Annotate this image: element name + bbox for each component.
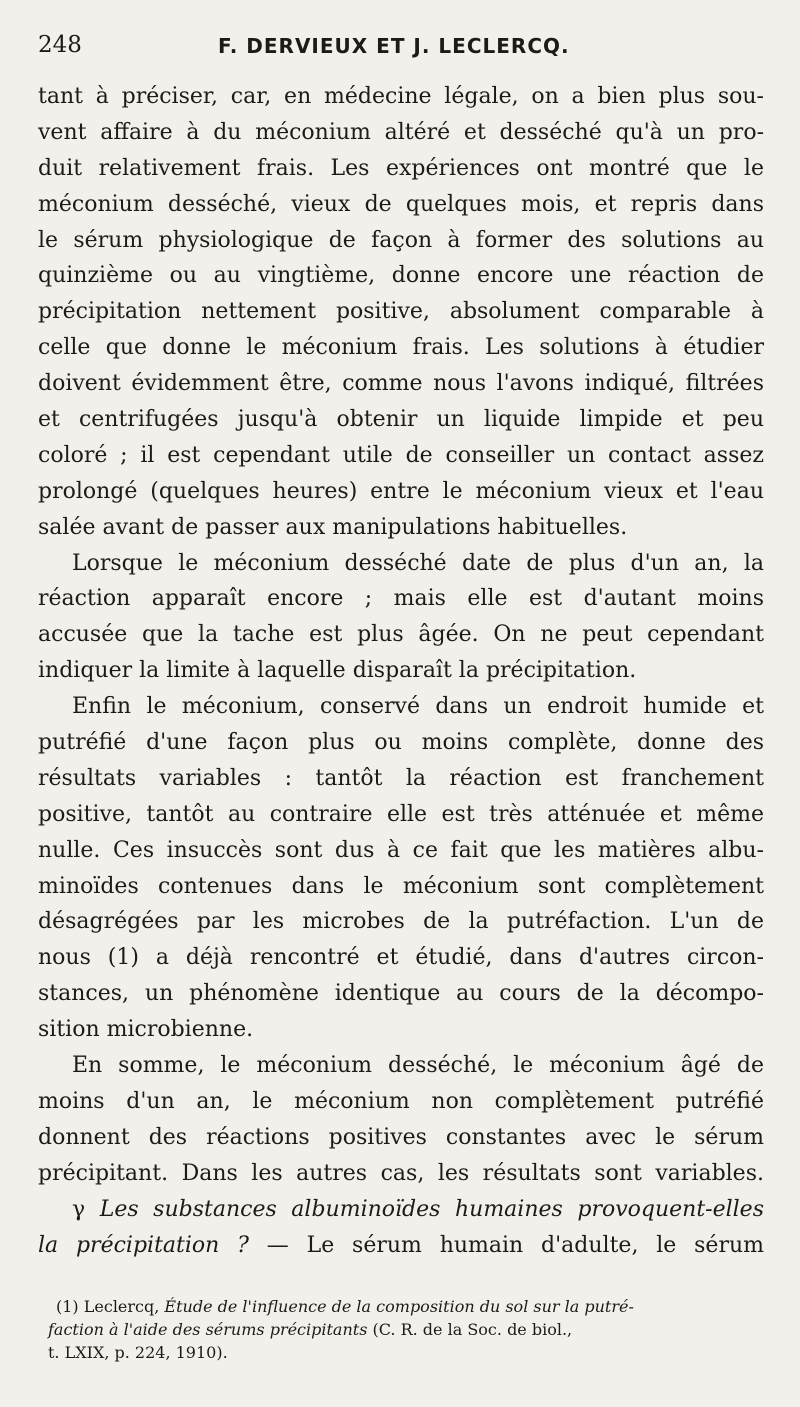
text-line: positive, tantôt au contraire elle est très atténuée et même (38, 801, 764, 827)
section-title-end: la précipitation ? (38, 1232, 249, 1258)
text-line: résultats variables : tantôt la réaction est franchement (38, 765, 764, 791)
text-line: et centrifugées jusqu'à obtenir un liquide limpide et peu (38, 407, 764, 433)
text-line: sition microbienne. (38, 1017, 254, 1043)
footnote-line-2 (48, 1318, 764, 1341)
footnote (48, 1295, 764, 1364)
footnote-mark: (1) (56, 1297, 79, 1316)
text-line: celle que donne le méconium frais. Les solutions à étudier (38, 335, 764, 361)
text-line: duit relativement frais. Les expériences ont montré que le (38, 155, 764, 181)
footnote-ref-b: t. LXIX, p. 224, 1910). (48, 1343, 228, 1362)
text-line: Enfin le méconium, conservé dans un endroit humide et (72, 694, 764, 720)
text-line: accusée que la tache est plus âgée. On ne peut cependant (38, 622, 764, 648)
section-heading-line-2 (38, 1228, 764, 1264)
paragraph-4 (38, 1048, 764, 1192)
text-line: putréfié d'une façon plus ou moins complète, donne des (38, 730, 764, 756)
text-line: quinzième ou au vingtième, donne encore une réaction de (38, 263, 764, 289)
section-text: — Le sérum humain d'adulte, le sérum (248, 1232, 764, 1258)
text-line: nous (1) a déjà rencontré et étudié, dans d'autres circon- (38, 945, 764, 971)
text-line: vent affaire à du méconium altéré et desséché qu'à un pro- (38, 119, 764, 145)
text-line: salée avant de passer aux manipulations habituelles. (38, 514, 628, 540)
text-line: le sérum physiologique de façon à former des solutions au (38, 227, 764, 253)
section-title: Les substances albuminoïdes humaines provoquent-elles (99, 1196, 764, 1222)
text-line: prolongé (quelques heures) entre le méconium vieux et l'eau (38, 478, 764, 504)
footnote-title-b: faction à l'aide des sérums précipitants (48, 1320, 368, 1339)
text-line: Lorsque le méconium desséché date de plus d'un an, la (72, 550, 764, 576)
section-gamma (38, 1192, 764, 1264)
text-line: nulle. Ces insuccès sont dus à ce fait que les matières albu- (38, 837, 764, 863)
section-marker: γ (72, 1196, 86, 1222)
text-line: précipitation nettement positive, absolument comparable à (38, 299, 764, 325)
body-text (38, 79, 764, 1263)
text-line: précipitant. Dans les autres cas, les résultats sont variables. (38, 1160, 764, 1186)
text-line: méconium desséché, vieux de quelques mois, et repris dans (38, 191, 764, 217)
footnote-ref-a: (C. R. de la Soc. de biol., (367, 1320, 573, 1339)
paragraph-1 (38, 79, 764, 546)
footnote-line-1 (48, 1295, 764, 1318)
text-line: tant à préciser, car, en médecine légale, on a bien plus sou- (38, 84, 764, 109)
paragraph-2 (38, 546, 764, 690)
footnote-title-a: Étude de l'influence de la composition du sol sur la putré- (164, 1297, 634, 1316)
text-line: En somme, le méconium desséché, le méconium âgé de (72, 1053, 764, 1079)
footnote-line-3 (48, 1341, 764, 1364)
page-header (38, 32, 764, 62)
text-line: doivent évidemment être, comme nous l'avons indiqué, filtrées (38, 371, 764, 397)
running-title: F. DERVIEUX ET J. LECLERCQ. (218, 34, 570, 58)
text-line: coloré ; il est cependant utile de conseiller un contact assez (38, 442, 764, 468)
footnote-author: Leclercq, (78, 1297, 165, 1316)
text-line: indiquer la limite à laquelle disparaît la précipitation. (38, 658, 637, 684)
page-number: 248 (38, 32, 82, 58)
text-line: minoïdes contenues dans le méconium sont complètement (38, 873, 764, 899)
text-line: réaction apparaît encore ; mais elle est d'autant moins (38, 586, 764, 612)
text-line: donnent des réactions positives constantes avec le sérum (38, 1124, 764, 1150)
text-line: moins d'un an, le méconium non complètement putréfié (38, 1088, 764, 1114)
text-line: stances, un phénomène identique au cours de la décompo- (38, 981, 764, 1007)
section-heading-line (38, 1192, 764, 1228)
paragraph-3 (38, 689, 764, 1048)
text-line: désagrégées par les microbes de la putréfaction. L'un de (38, 909, 764, 935)
